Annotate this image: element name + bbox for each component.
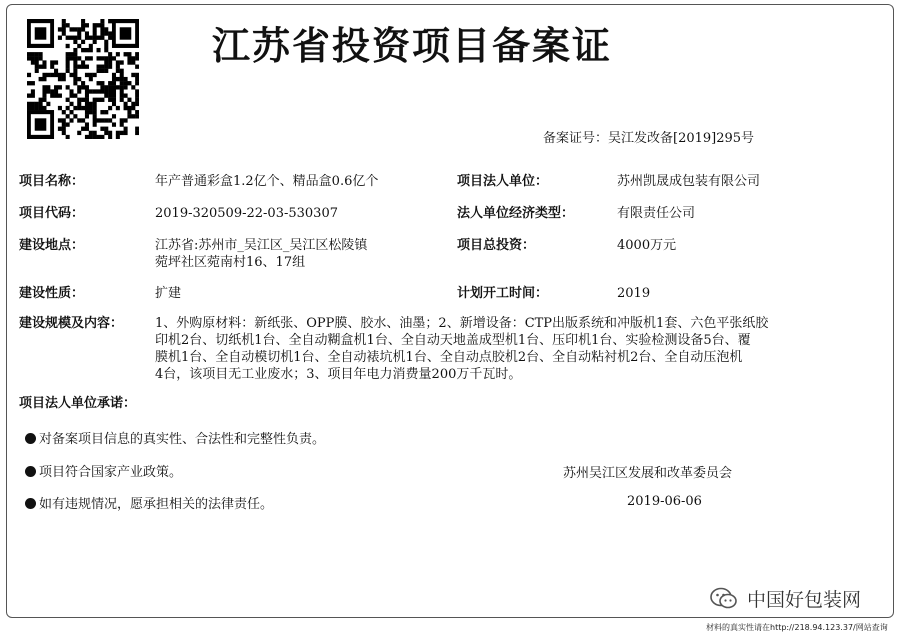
bullet-icon [25,466,36,477]
commitment-item: 如有违规情况，愿承担相关的法律责任。 [25,493,273,512]
watermark [709,585,861,612]
total-investment-value: 4000万元 [617,238,677,253]
total-investment-label: 项目总投资： [457,238,536,253]
commitment-item: 项目符合国家产业政策。 [25,461,182,480]
bullet-icon [25,498,36,509]
wechat-icon [709,586,739,612]
location-value-line1: 江苏省:苏州市_吴江区_吴江区松陵镇 [155,238,368,253]
econ-type-value: 有限责任公司 [617,206,696,221]
location-value-line2: 菀坪社区菀南村16、17组 [155,255,306,270]
certificate-frame [6,4,894,618]
project-name-value: 年产普通彩盒1.2亿个、精品盒0.6亿个 [155,174,379,189]
commitment-heading: 项目法人单位承诺： [19,396,137,411]
issuing-authority: 苏州吴江区发展和改革委员会 [563,466,733,481]
scale-label: 建设规模及内容： [19,316,124,331]
start-time-value: 2019 [617,286,651,301]
scale-line-3: 膜机1台、全自动模切机1台、全自动裱坑机1台、全自动点胶机2台、全自动粘衬机2台、全自动压泡机 [155,350,743,365]
nature-value: 扩建 [155,286,182,301]
scale-line-2: 印机2台、切纸机1台、全自动糊盒机1台、全自动天地盖成型机1台、压印机1台、实验检测设备5台、覆 [155,333,751,348]
issue-date: 2019-06-06 [627,494,702,509]
econ-type-label: 法人单位经济类型： [457,206,575,221]
page-title: 江苏省投资项目备案证 [212,24,613,68]
footer-note: 材料的真实性请在http://218.94.123.37/网站查询 [706,623,888,632]
scale-line-1: 1、外购原材料：新纸张、OPP膜、胶水、油墨；2、新增设备：CTP出版系统和冲版机1套、六色平张纸胶 [155,316,769,331]
qr-code [27,19,139,139]
location-label: 建设地点： [19,238,85,253]
scale-line-4: 4台，该项目无工业废水；3、项目年电力消费量200万千瓦时。 [155,367,522,382]
start-time-label: 计划开工时间： [457,286,549,301]
nature-label: 建设性质： [19,286,85,301]
watermark-text: 中国好包装网 [747,589,862,611]
certificate-number: 备案证号：吴江发改备[2019]295号 [543,131,755,146]
project-code-value: 2019-320509-22-03-530307 [155,206,338,221]
project-name-label: 项目名称： [19,174,85,189]
commitment-item: 对备案项目信息的真实性、合法性和完整性负责。 [25,428,325,447]
project-code-label: 项目代码： [19,206,85,221]
bullet-icon [25,433,36,444]
legal-unit-value: 苏州凯晟成包装有限公司 [617,174,761,189]
legal-unit-label: 项目法人单位： [457,174,549,189]
